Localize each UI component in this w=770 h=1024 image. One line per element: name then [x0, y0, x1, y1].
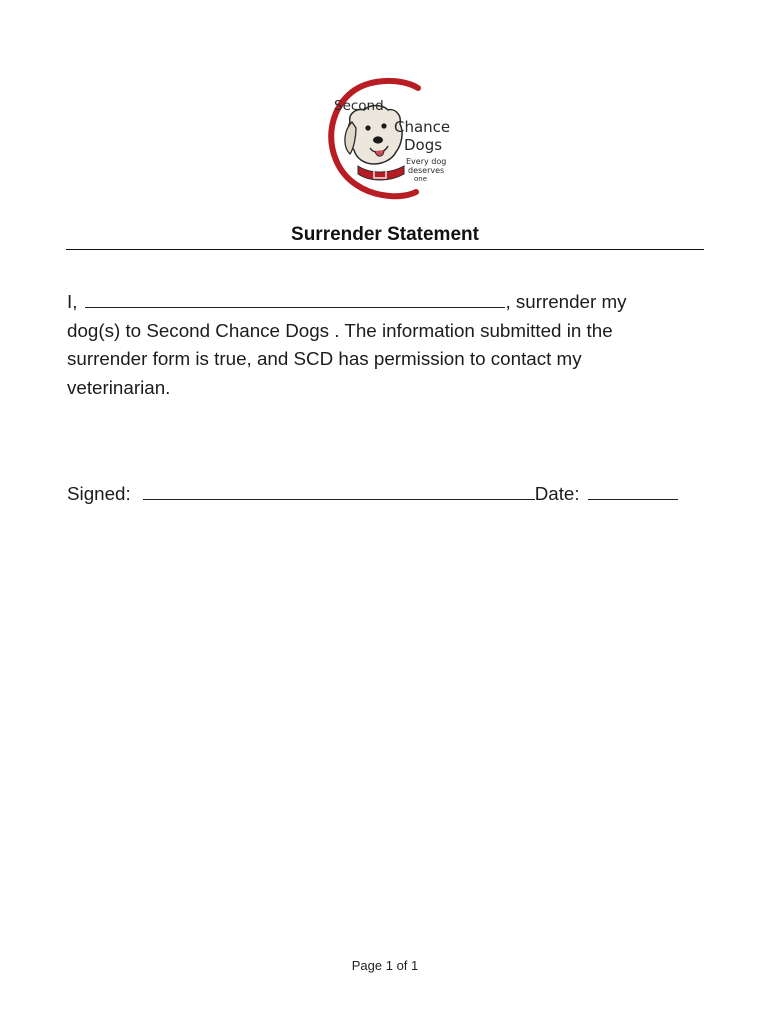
- page-number: Page 1 of 1: [351, 958, 419, 973]
- statement-line-2: dog(s) to Second Chance Dogs . The information submitted in the: [67, 319, 613, 341]
- signature-blank-field[interactable]: [143, 483, 535, 500]
- logo-graphic: [318, 74, 460, 202]
- statement-line-1: [67, 288, 707, 317]
- statement-prefix: I,: [67, 291, 78, 312]
- page-footer: [0, 958, 770, 973]
- statement-line-4: veterinarian.: [67, 376, 171, 398]
- name-blank-field[interactable]: [85, 291, 505, 308]
- logo-tagline-3: one: [414, 175, 428, 183]
- logo-tagline-1: Every dog: [406, 157, 447, 166]
- logo-word-chance: Chance: [394, 118, 451, 136]
- logo-tagline-2: deserves: [408, 166, 445, 175]
- logo-word-dogs: Dogs: [404, 136, 443, 154]
- document-title: Surrender Statement: [291, 224, 479, 245]
- signed-label: Signed:: [67, 483, 131, 504]
- date-blank-field[interactable]: [588, 483, 678, 500]
- date-label: Date:: [534, 483, 580, 504]
- statement-suffix: , surrender my: [505, 291, 627, 312]
- collar-icon: [358, 166, 404, 180]
- second-chance-dogs-logo: [318, 74, 460, 202]
- signature-row: [67, 480, 707, 508]
- logo-word-second: Second: [334, 98, 384, 114]
- statement-line-3: surrender form is true, and SCD has permission to contact my: [67, 348, 582, 370]
- title-rule: [66, 222, 704, 250]
- statement-paragraph: [67, 288, 707, 402]
